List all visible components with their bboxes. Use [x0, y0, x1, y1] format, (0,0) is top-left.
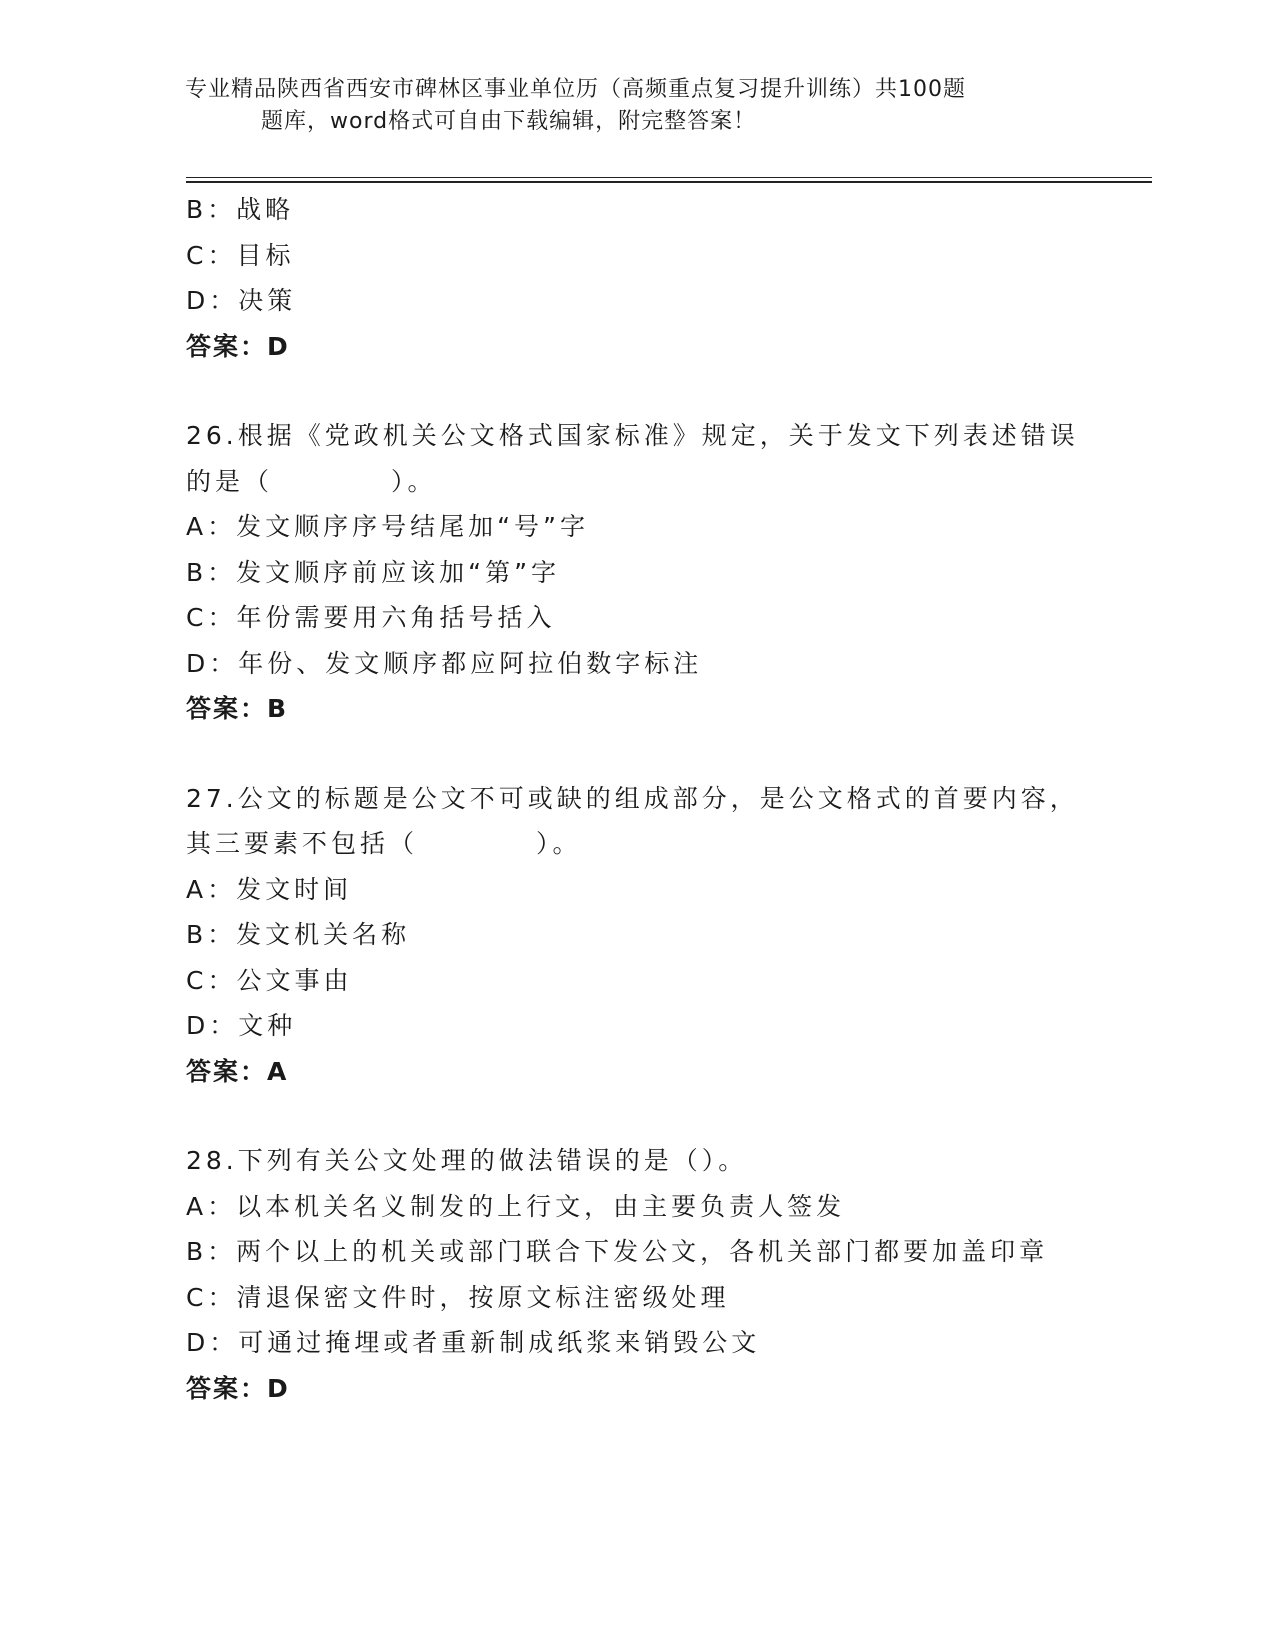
question-28	[186, 1138, 1086, 1411]
option-b: B：两个以上的机关或部门联合下发公文，各机关部门都要加盖印章	[186, 1237, 1049, 1266]
answer-line: 答案：D	[186, 1373, 290, 1403]
stem-text-before-blank: 的是（	[186, 466, 274, 496]
question-list	[186, 187, 1086, 1411]
question-stem-line1: 27.公文的标题是公文不可或缺的组成部分，是公文格式的首要内容，	[186, 783, 1079, 813]
header-title-line1: 专业精品陕西省西安市碑林区事业单位历（高频重点复习提升训练）共100题	[185, 77, 966, 102]
option-b: B：发文机关名称	[186, 920, 411, 949]
stem-text-after-blank: ）。	[391, 466, 437, 496]
option-b: B：战略	[186, 195, 295, 224]
option-d: D：决策	[186, 286, 297, 315]
document-header	[185, 74, 1085, 138]
option-a: A：以本机关名义制发的上行文，由主要负责人签发	[186, 1191, 846, 1221]
header-rule-thin	[186, 177, 1152, 178]
question-25-continuation	[186, 187, 1086, 369]
option-c: C：目标	[186, 240, 295, 270]
option-c: C：年份需要用六角括号括入	[186, 603, 556, 632]
header-title-line2: 题库，word格式可自由下载编辑，附完整答案！	[261, 109, 757, 134]
question-26	[186, 413, 1086, 732]
option-c: C：公文事由	[186, 965, 353, 995]
option-d: D：年份、发文顺序都应阿拉伯数字标注	[186, 648, 703, 678]
answer-line: 答案：D	[186, 331, 290, 361]
option-b: B：发文顺序前应该加“第”字	[186, 557, 561, 587]
option-d: D：可通过掩埋或者重新制成纸浆来销毁公文	[186, 1328, 761, 1357]
question-stem-line1: 28.下列有关公文处理的做法错误的是（）。	[186, 1146, 748, 1175]
option-a: A：发文时间	[186, 874, 353, 904]
answer-line: 答案：B	[186, 694, 289, 723]
question-27	[186, 776, 1086, 1095]
stem-text-before-blank: 其三要素不包括（	[186, 829, 419, 858]
option-c: C：清退保密文件时，按原文标注密级处理	[186, 1282, 730, 1312]
question-stem-line2	[186, 459, 1086, 505]
question-stem-line2	[186, 821, 1086, 867]
question-stem-line1: 26.根据《党政机关公文格式国家标准》规定，关于发文下列表述错误	[186, 421, 1079, 450]
header-rule-thick	[186, 181, 1152, 183]
option-a: A：发文顺序序号结尾加“号”字	[186, 512, 590, 541]
option-d: D：文种	[186, 1011, 297, 1040]
answer-line: 答案：A	[186, 1056, 289, 1086]
stem-text-after-blank: ）。	[536, 829, 582, 858]
